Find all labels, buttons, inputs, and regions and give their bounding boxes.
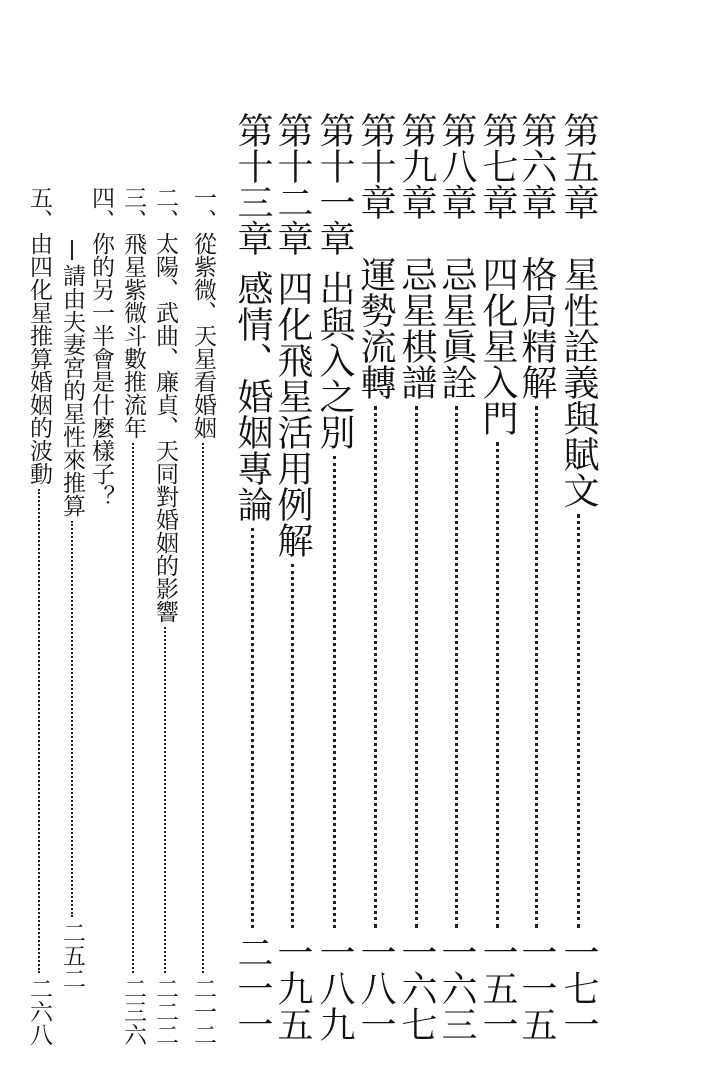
chapter-page: 一六三: [436, 934, 477, 1042]
toc-section-4[interactable]: [86, 186, 116, 546]
chapter-number: 第十章: [355, 112, 396, 220]
toc-section-3[interactable]: [118, 186, 148, 1046]
dot-leader: [71, 521, 73, 917]
dot-leader: [455, 406, 458, 928]
chapter-page: 二一一: [232, 934, 273, 1042]
chapter-number: 第六章: [516, 112, 557, 220]
section-subtitle: 請由夫妻宮的星性來推算: [59, 264, 85, 517]
dot-leader: [164, 627, 166, 973]
toc-chapter-13[interactable]: [232, 112, 272, 1042]
section-title: 一、從紫微、天星看婚姻: [190, 186, 216, 439]
section-title: 四、你的另一半會是什麼樣子？: [88, 186, 114, 508]
toc-section-2[interactable]: [150, 186, 180, 1046]
chapter-title: 四化飛星活用例解: [272, 270, 313, 558]
chapter-title: 四化星入門: [477, 256, 518, 436]
toc-chapter-10[interactable]: [355, 112, 395, 1042]
toc-chapter-8[interactable]: [436, 112, 476, 1042]
section-title: 三、飛星紫微斗數推流年: [120, 186, 146, 439]
dot-leader: [374, 406, 377, 928]
chapter-page: 一一五: [516, 934, 557, 1042]
toc-chapter-12[interactable]: [272, 112, 312, 1042]
chapter-title: 運勢流轉: [355, 256, 396, 400]
dot-leader: [333, 456, 336, 928]
dot-leader: [38, 489, 40, 973]
chapter-title: 星性詮義與賦文: [558, 256, 599, 508]
chapter-title: 感情、婚姻專論: [232, 270, 273, 522]
section-page: 二一二: [190, 977, 216, 1046]
section-page: 二三六: [120, 977, 146, 1046]
section-page: 二二二: [152, 977, 178, 1046]
toc-section-4-subtitle[interactable]: [57, 240, 87, 990]
em-dash: [71, 240, 73, 260]
section-title: 五、由四化星推算婚姻的波動: [26, 186, 52, 485]
dot-leader: [577, 514, 580, 928]
chapter-title: 格局精解: [516, 256, 557, 400]
chapter-number: 第七章: [477, 112, 518, 220]
chapter-number: 第八章: [436, 112, 477, 220]
toc-section-5[interactable]: [24, 186, 54, 1046]
dot-leader: [291, 564, 294, 928]
chapter-page: 一八九: [314, 934, 355, 1042]
dot-leader: [415, 406, 418, 928]
dot-leader: [496, 442, 499, 928]
toc-section-1[interactable]: [188, 186, 218, 1046]
chapter-number: 第十三章: [232, 112, 273, 256]
chapter-number: 第十二章: [272, 112, 313, 256]
toc-chapter-9[interactable]: [396, 112, 436, 1042]
dot-leader: [202, 443, 204, 973]
dot-leader: [132, 443, 134, 973]
chapter-number: 第五章: [558, 112, 599, 220]
toc-chapter-5[interactable]: [558, 112, 598, 1042]
section-page: 二五二: [59, 921, 85, 990]
toc-chapter-6[interactable]: [516, 112, 556, 1042]
section-page: 二六八: [26, 977, 52, 1046]
chapter-page: 一五一: [477, 934, 518, 1042]
chapter-page: 一九五: [272, 934, 313, 1042]
chapter-page: 一八一: [355, 934, 396, 1042]
section-title: 二、太陽、武曲、廉貞、天同對婚姻的影響: [152, 186, 178, 623]
dot-leader: [251, 528, 254, 928]
chapter-title: 忌星棋譜: [396, 256, 437, 400]
chapter-number: 第十一章: [314, 112, 355, 256]
chapter-page: 一七一: [558, 934, 599, 1042]
chapter-title: 出與入之別: [314, 270, 355, 450]
toc-chapter-7[interactable]: [477, 112, 517, 1042]
chapter-title: 忌星眞詮: [436, 256, 477, 400]
dot-leader: [535, 406, 538, 928]
chapter-number: 第九章: [396, 112, 437, 220]
toc-chapter-11[interactable]: [314, 112, 354, 1042]
chapter-page: 一六七: [396, 934, 437, 1042]
